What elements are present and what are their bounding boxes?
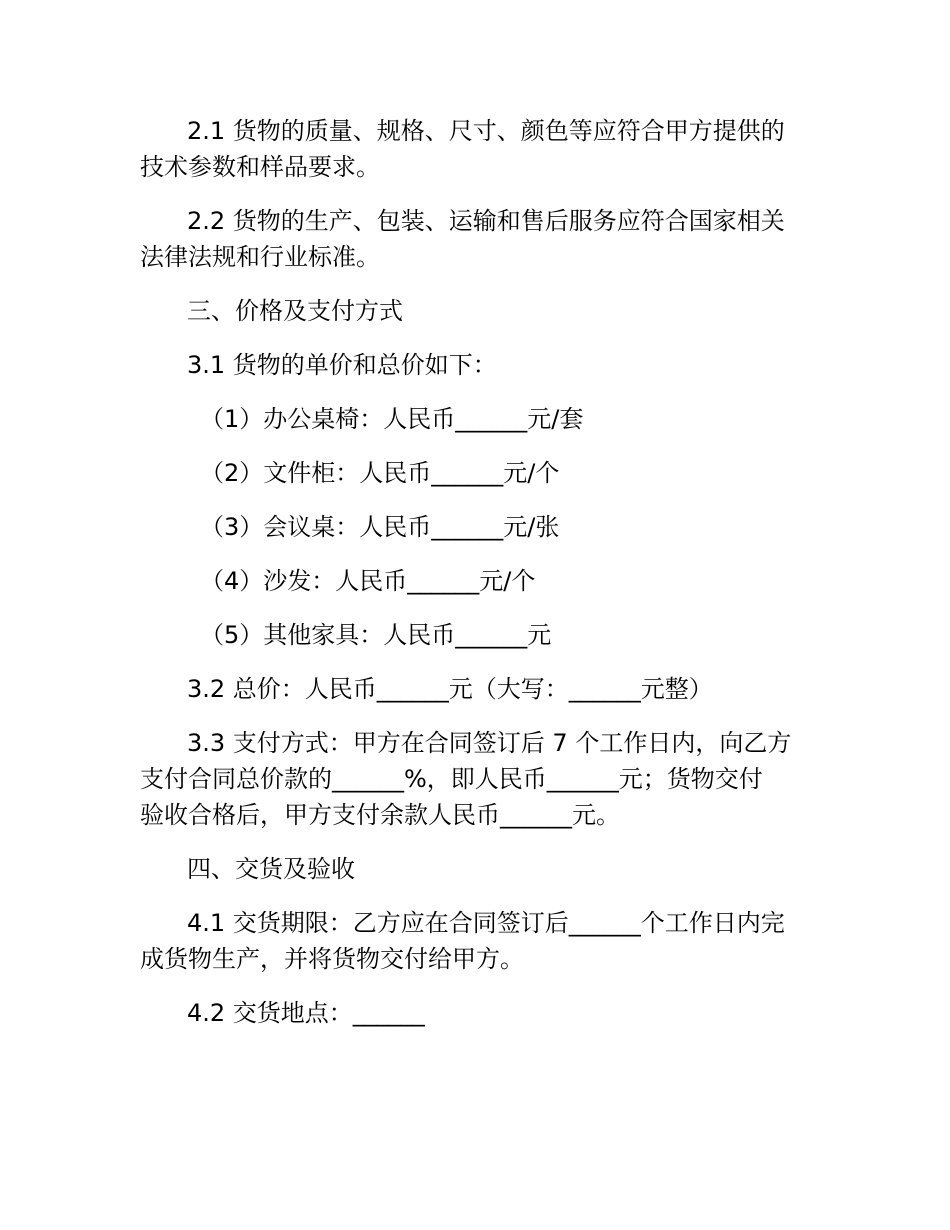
price-item-3: （3）会议桌：人民币______元/张 (200, 513, 560, 541)
clause-2-2-line-2: 法律法规和行业标准。 (140, 243, 380, 271)
clause-3-2: 3.2 总价：人民币______元（大写：______元整） (187, 675, 713, 703)
clause-2-2-line-1: 2.2 货物的生产、包装、运输和售后服务应符合国家相关 (187, 207, 785, 235)
price-item-2: （2）文件柜：人民币______元/个 (200, 459, 560, 487)
clause-2-1-line-2: 技术参数和样品要求。 (140, 153, 380, 181)
price-item-5: （5）其他家具：人民币______元 (200, 621, 552, 649)
clause-3-3-line-2: 支付合同总价款的______%，即人民币______元；货物交付 (140, 765, 763, 793)
price-item-4: （4）沙发：人民币______元/个 (200, 567, 536, 595)
section-3-heading: 三、价格及支付方式 (187, 297, 403, 325)
clause-3-3-line-3: 验收合格后，甲方支付余款人民币______元。 (140, 801, 620, 829)
clause-4-2: 4.2 交货地点：______ (187, 999, 425, 1027)
clause-4-1-line-1: 4.1 交货期限：乙方应在合同签订后______个工作日内完 (187, 909, 785, 937)
section-4-heading: 四、交货及验收 (187, 855, 355, 883)
clause-3-1: 3.1 货物的单价和总价如下： (187, 351, 497, 379)
clause-3-3-line-1: 3.3 支付方式：甲方在合同签订后 7 个工作日内，向乙方 (187, 729, 792, 757)
price-item-1: （1）办公桌椅：人民币______元/套 (200, 405, 584, 433)
clause-2-1-line-1: 2.1 货物的质量、规格、尺寸、颜色等应符合甲方提供的 (187, 117, 785, 145)
clause-4-1-line-2: 成货物生产，并将货物交付给甲方。 (140, 945, 524, 973)
